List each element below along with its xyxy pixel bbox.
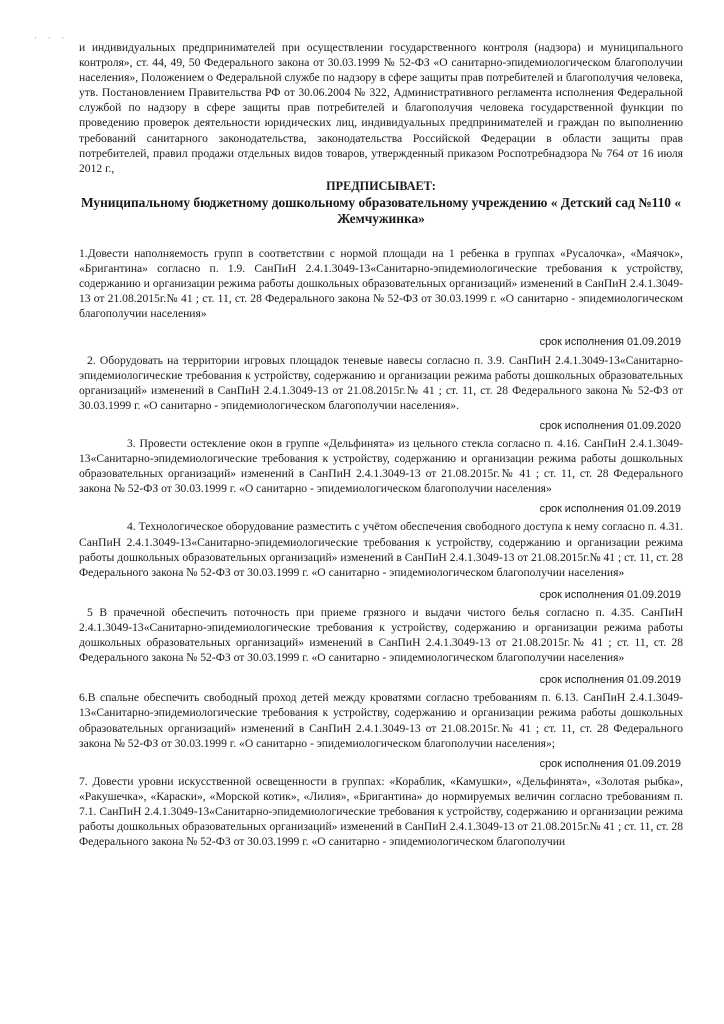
item-deadline: срок исполнения 01.09.2019 xyxy=(539,757,681,770)
document-page xyxy=(79,40,683,849)
scan-corner-mark: · · · xyxy=(34,34,69,44)
item-text: 6.В спальне обеспечить свободный проход детей между кроватями согласно требованиям п. 6.13. СанПиН 2.4.1.3049-13«Санитарно-эпидемиологические требования к устройству, содержанию и организации режима работы дошкольных образовательных организаций» изменений в СанПиН 2.4.1.3049-13 от 21.08.2015г.№ 41 ; ст. 11, ст. 28 Федерального закона № 52-ФЗ от 30.03.1999 г. «О санитарно - эпидемиологическом благополучии населения»; xyxy=(79,691,683,750)
item-text: 1.Довести наполняемость групп в соответствии с нормой площади на 1 ребенка в группах «Русалочка», «Маячок», «Бригантина» согласно п. 1.9. СанПиН 2.4.1.3049-13«Санитарно-эпидемиологические требования к устройству, содержанию и организации режима работы дошкольных образовательных организаций» изменений в СанПиН 2.4.1.3049-13 от 21.08.2015г.№ 41 ; ст. 11, ст. 28 Федерального закона № 52-ФЗ от 30.03.1999 г. «О санитарно - эпидемиологическом благополучии населения» xyxy=(79,246,683,321)
item-deadline: срок исполнения 01.09.2019 xyxy=(539,336,681,349)
directive-item-2 xyxy=(79,353,683,434)
intro-paragraph: и индивидуальных предпринимателей при осуществлении государственного контроля (надзора) и муниципального контроля», ст. 44, 49, 50 Федерального закона от 30.03.1999 № 52-ФЗ «О санитарно-эпидемиологическом благополучии населения», Положением о Федеральной службе по надзору в сфере защиты прав потребителей и благополучия человека, утв. Постановлением Правительства РФ от 30.06.2004 № 322, Административного регламента исполнения Федеральной службой по надзору в сфере защиты прав потребителей и благополучия человека государственной функции по проведению проверок деятельности юридических лиц, индивидуальных предпринимателей и граждан по выполнению требований санитарного законодательства, законодательства Российской Федерации в области защиты прав потребителей, правил продажи отдельных видов товаров, утвержденный приказом Роспотребнадзора № 764 от 16 июля 2012 г., xyxy=(79,41,683,175)
item-text: 2. Оборудовать на территории игровых площадок теневые навесы согласно п. 3.9. СанПиН 2.4.1.3049-13«Санитарно-эпидемиологические требования к устройству, содержанию и организации режима работы дошкольных образовательных организаций» изменений в СанПиН 2.4.1.3049-13 от 21.08.2015г.№ 41 ; ст. 11, ст. 28 Федерального закона № 52-ФЗ от 30.03.1999 г. «О санитарно - эпидемиологическом благополучии населения». xyxy=(79,353,683,412)
directive-item-3 xyxy=(79,436,683,517)
directive-item-1 xyxy=(79,246,683,351)
item-text: 7. Довести уровни искусственной освещенности в группах: «Кораблик, «Камушки», «Дельфинята», «Золотая рыбка», «Ракушечка», «Караски», «Морской котик», «Лилия», «Бригантина» до нормируемых величин согласно требованиям п. 7.1. СанПиН 2.4.1.3049-13«Санитарно-эпидемиологические требования к устройству, содержанию и организации режима работы дошкольных образовательных организаций» изменений в СанПиН 2.4.1.3049-13 от 21.08.2015г.№ 41 ; ст. 11, ст. 28 Федерального закона № 52-ФЗ от 30.03.1999 г. «О санитарно - эпидемиологическом благополучии xyxy=(79,774,683,849)
item-deadline: срок исполнения 01.09.2019 xyxy=(539,503,681,516)
item-deadline: срок исполнения 01.09.2019 xyxy=(539,588,681,601)
item-text: 3. Провести остекление окон в группе «Дельфинята» из цельного стекла согласно п. 4.16. СанПиН 2.4.1.3049-13«Санитарно-эпидемиологические требования к устройству, содержанию и организации режима работы дошкольных образовательных организаций» изменений в СанПиН 2.4.1.3049-13 от 21.08.2015г.№ 41 ; ст. 11, ст. 28 Федерального закона № 52-ФЗ от 30.03.1999 г. «О санитарно - эпидемиологическом благополучии населения» xyxy=(79,436,683,496)
directive-item-4 xyxy=(79,519,683,602)
directive-item-7 xyxy=(79,774,683,849)
item-deadline: срок исполнения 01.09.2020 xyxy=(539,419,681,432)
directive-heading: ПРЕДПИСЫВАЕТ: xyxy=(326,178,436,193)
item-text: 5 В прачечной обеспечить поточность при приеме грязного и выдачи чистого белья согласно п. 4.35. СанПиН 2.4.1.3049-13«Санитарно-эпидемиологические требования к устройству, содержанию и организации режима работы дошкольных образовательных организаций» изменений в СанПиН 2.4.1.3049-13 от 21.08.2015г.№ 41 ; ст. 11, ст. 28 Федерального закона № 52-ФЗ от 30.03.1999 г. «О санитарно - эпидемиологическом благополучии населения» xyxy=(79,605,683,665)
directive-item-5 xyxy=(79,605,683,688)
organization-name: Муниципальному бюджетному дошкольному образовательному учреждению « Детский сад №110 « Жемчужинка» xyxy=(80,194,682,227)
item-deadline: срок исполнения 01.09.2019 xyxy=(539,674,681,687)
directive-item-6 xyxy=(79,690,683,771)
item-text: 4. Технологическое оборудование разместить с учётом обеспечения свободного доступа к нему согласно п. 4.31. СанПиН 2.4.1.3049-13«Санитарно-эпидемиологические требования к устройству, содержанию и организации режима работы дошкольных образовательных организаций» изменений в СанПиН 2.4.1.3049-13 от 21.08.2015г.№ 41 ; ст. 11, ст. 28 Федерального закона № 52-ФЗ от 30.03.1999 г. «О санитарно - эпидемиологическом благополучии населения» xyxy=(79,520,683,579)
